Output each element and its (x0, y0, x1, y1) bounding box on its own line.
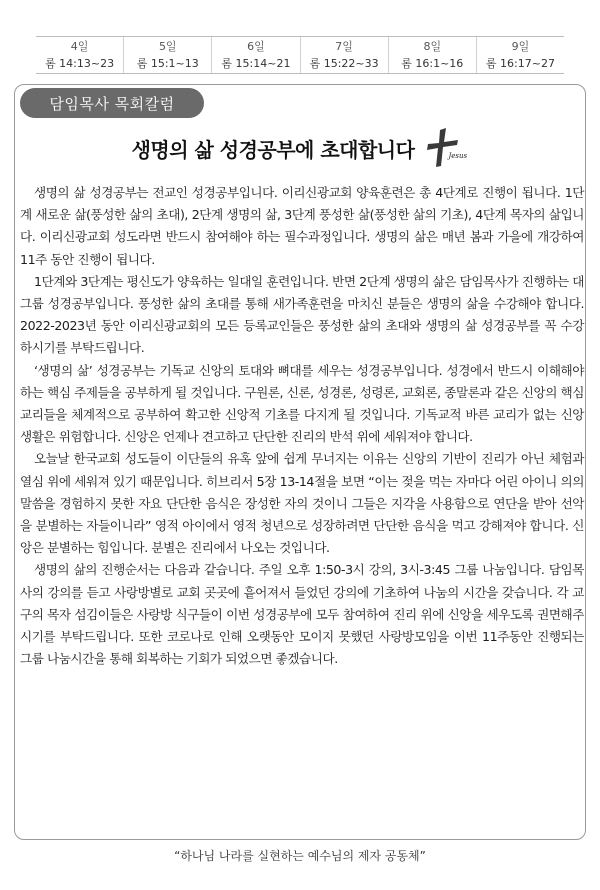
reading-day-7 (300, 37, 388, 73)
reading-passage: 롬 16:17~27 (485, 57, 555, 70)
column-paragraph: 생명의 삶의 진행순서는 다음과 같습니다. 주일 오후 1:50-3시 강의, 3시-3:45 그룹 나눔입니다. 담임목사의 강의를 듣고 사랑방별로 교회 곳곳에 흩어져서 들었던 강의에 기초하여 나눔의 시간을 갖습니다. 각 교구의 목자 섬김이들은 사랑방 식구들이 이번 성경공부에 모두 참여하여 진리 위에 신앙을 세우도록 권면해주시기를 부탁드립니다. 또한 코로나로 인해 오랫동안 모이지 못했던 사랑방모임을 이번 11주동안 진행되는 그룹 나눔시간을 통해 회복하는 기회가 되었으면 좋겠습니다. (20, 562, 584, 667)
cross-label: Jesus (448, 152, 468, 160)
reading-passage: 롬 15:1~13 (136, 57, 199, 70)
reading-passage: 롬 15:22~33 (309, 57, 379, 70)
cross-icon (422, 126, 468, 170)
column-body (20, 182, 584, 670)
reading-day-label: 6일 (247, 40, 265, 53)
reading-day-6 (211, 37, 299, 73)
reading-day-label: 9일 (511, 40, 530, 53)
church-slogan: “하나님 나라를 실현하는 예수님의 제자 공동체” (174, 849, 426, 863)
reading-day-label: 5일 (158, 40, 177, 53)
column-paragraph: ‘생명의 삶’ 성경공부는 기독교 신앙의 토대와 뼈대를 세우는 성경공부입니다. 성경에서 반드시 이해해야 하는 핵심 주제들을 공부하게 될 것입니다. 구원론, 신론, 성경론, 성령론, 교회론, 종말론과 같은 신앙의 핵심 교리들을 체계적으로 공부하여 확고한 신앙적 기초를 다지게 될 것입니다. 기독교적 바른 교리가 없는 신앙생활은 위험합니다. 신앙은 언제나 견고하고 단단한 진리의 반석 위에 세워져야 합니다. (20, 362, 584, 445)
reading-day-label: 7일 (335, 40, 353, 53)
column-paragraph: 1단계와 3단계는 평신도가 양육하는 일대일 훈련입니다. 반면 2단계 생명의 삶은 담임목사가 진행하는 대그룹 성경공부입니다. 풍성한 삶의 초대를 통해 새가족훈련을 마치신 분들은 생명의 삶을 수강해야 합니다. 2022-2023년 동안 이리신광교회의 모든 등록교인들은 풍성한 삶의 초대와 생명의 삶 성경공부를 꼭 수강하시기를 부탁드립니다. (20, 273, 584, 356)
reading-day-9 (476, 37, 564, 73)
column-paragraph: 오늘날 한국교회 성도들이 이단들의 유혹 앞에 쉽게 무너지는 이유는 신앙의 기반이 진리가 아닌 체험과 열심 위에 세워져 있기 때문입니다. 히브리서 5장 13-14절을 보면 “이는 젖을 먹는 자마다 어린 아이니 의의 말씀을 경험하지 못한 자요 단단한 음식은 장성한 자의 것이니 그들은 지각을 사용함으로 연단을 받아 선악을 분별하는 자들이니라” 영적 아이에서 영적 청년으로 성장하려면 단단한 음식을 먹고 강해져야 합니다. 신앙은 분별하는 힘입니다. 분별은 진리에서 나오는 것입니다. (20, 451, 584, 556)
reading-passage: 롬 14:13~23 (45, 57, 115, 70)
column-title: 생명의 삶 성경공부에 초대합니다 (131, 137, 415, 162)
column-section-tag: 담임목사 목회칼럼 (20, 88, 204, 118)
column-title-row (0, 126, 600, 170)
bible-reading-schedule (36, 36, 564, 74)
reading-day-5 (123, 37, 211, 73)
reading-day-8 (388, 37, 476, 73)
reading-day-4 (36, 37, 123, 73)
reading-day-label: 4일 (70, 40, 89, 53)
column-paragraph: 생명의 삶 성경공부는 전교인 성경공부입니다. 이리신광교회 양육훈련은 총 4단계로 진행이 됩니다. 1단계 새로운 삶(풍성한 삶의 초대), 2단계 생명의 삶, 3단계 풍성한 삶(풍성한 삶의 기초), 4단계 목자의 삶입니다. 이리신광교회 성도라면 반드시 참여해야 하는 필수과정입니다. 생명의 삶은 매년 봄과 가을에 개강하여 11주 동안 진행이 됩니다. (20, 185, 584, 267)
reading-passage: 롬 15:14~21 (221, 57, 291, 70)
reading-day-label: 8일 (423, 40, 442, 53)
reading-passage: 롬 16:1~16 (401, 57, 464, 70)
